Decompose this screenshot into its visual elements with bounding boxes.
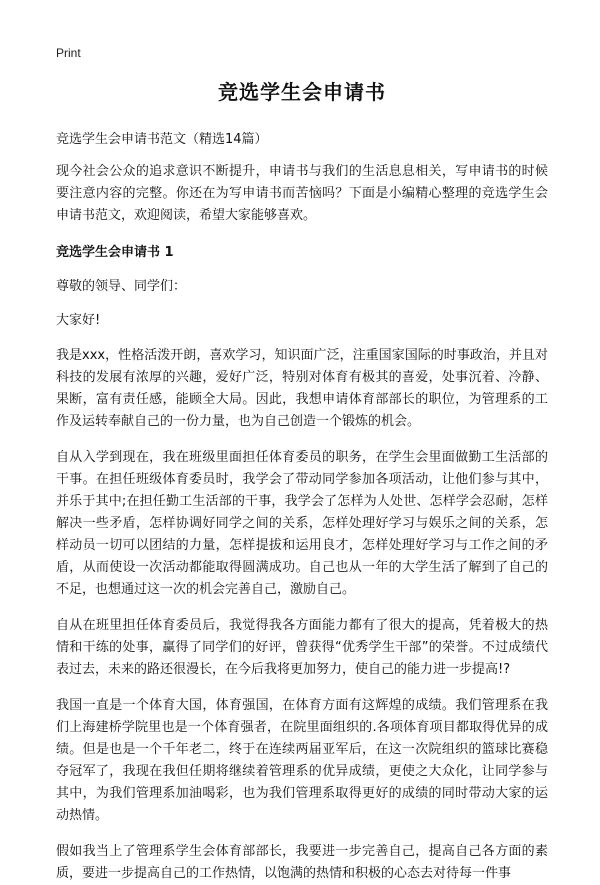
print-link[interactable]: Print — [56, 46, 81, 60]
page-title: 竞选学生会申请书 — [218, 80, 386, 104]
document-subtitle: 竞选学生会申请书范文（精选14篇） — [56, 132, 268, 147]
intro-paragraph: 现今社会公众的追求意识不断提升，申请书与我们的生活息息相关，写申请书的时候要注意内容的完整。你还在为写申请书而苦恼吗？下面是小编精心整理的竞选学生会申请书范文，欢迎阅读，希望大家能够喜欢。 — [56, 164, 548, 223]
body-paragraph: 我国一直是一个体育大国，体育强国，在体育方面有这辉煌的成绩。我们管理系在我们上海建桥学院里也是一个体育强者，在院里面组织的.各项体育项目都取得优异的成绩。但是也是一个千年老二，终于在连续两届亚军后，在这一次院组织的篮球比赛稳夺冠军了，我现在我但任期将继续着管理系的优异成绩，更使之大众化，让同学参与其中，为我们管理系加油喝彩，也为我们管理系取得更好的成绩的同时带动大家的运动热情。 — [56, 698, 548, 823]
body-paragraph: 自从在班里担任体育委员后，我觉得我各方面能力都有了很大的提高，凭着极大的热情和干练的处事，赢得了同学们的好评，曾获得“优秀学生干部”的荣誉。不过成绩代表过去，未来的路还很漫长，在今后我将更加努力，使自己的能力进一步提高!? — [56, 618, 548, 677]
section-heading: 竞选学生会申请书 1 — [56, 245, 174, 260]
salutation: 尊敬的领导、同学们： — [56, 279, 187, 294]
document-body — [56, 76, 548, 885]
body-paragraph: 自从入学到现在，我在班级里面担任体育委员的职务，在学生会里面做勤工生活部的干事。在担任班级体育委员时，我学会了带动同学参加各项活动，让他们参与其中，并乐于其中;在担任勤工生活部的干事，我学会了怎样为人处世、怎样学会忍耐，怎样解决一些矛盾，怎样协调好同学之间的关系，怎样处理好学习与娱乐之间的关系，怎样动员一切可以团结的力量，怎样提拔和运用良才，怎样处理好学习与工作之间的矛盾，从而使设一次活动都能取得圆满成功。自己也从一年的大学生活了解到了自己的不足，也想通过这一次的机会完善自己，激励自己。 — [56, 450, 548, 597]
greeting: 大家好! — [56, 313, 101, 328]
body-paragraph: 我是xxx，性格活泼开朗，喜欢学习，知识面广泛，注重国家国际的时事政治，并且对科技的发展有浓厚的兴趣，爱好广泛，特别对体育有极其的喜爱，处事沉着、冷静、果断，富有责任感，能顾全大局。因此，我想申请体育部部长的职位，为管理系的工作及运转奉献自己的一份力量，也为自己创造一个锻炼的机会。 — [56, 348, 548, 429]
body-paragraph: 假如我当上了管理系学生会体育部部长，我要进一步完善自己，提高自己各方面的素质，要进一步提高自己的工作热情，以饱满的热情和积极的心态去对待每一件事 — [56, 844, 548, 881]
